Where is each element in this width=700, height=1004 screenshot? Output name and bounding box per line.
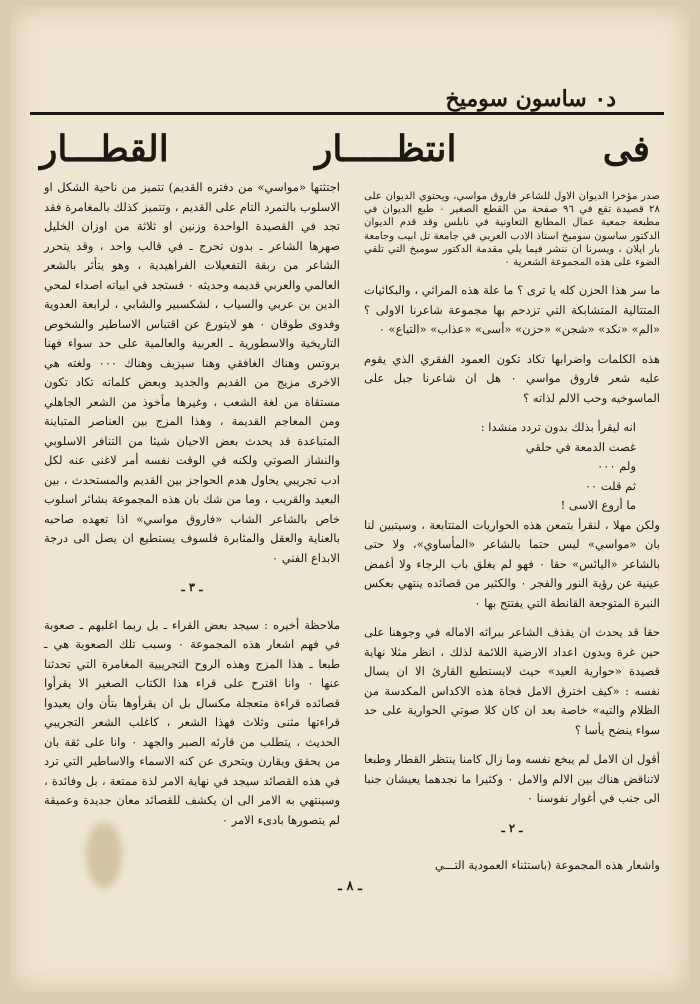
poem-line: ثم قلت ٠٠ [584,478,636,493]
author-name: د٠ ساسون سوميخ [445,86,616,112]
editor-intro: صدر مؤخرا الديوان الاول للشاعر فاروق مواسي، ويحتوي الديوان على ٢٨ قصيدة تقع في ٩٦ صفحة من القطع الصغير ٠ طبع الديوان في مطبعة جمعية عمال المطابع التعاونية في نابلس وقد قدم الديوان الدكتور ساسون سوميخ استاذ الادب العربي في جامعة تل ابيب وجامعة بار ايلان ، ويسرنا ان ننشر فيما يلي مقدمة الدكتور سوميخ التي تلقي الضوء على هذه المجموعة الشعرية ٠ [364,191,660,269]
poem-intro: انه ليقرأ بذلك بدون تردد منشدا : [480,420,636,435]
left-column [44,178,340,840]
section-number-2: ـ ٢ ـ [501,820,523,835]
paragraph: أقول ان الامل لم يبخع نفسه وما زال كامنا ينتظر القطار وطبعا لاتناقض هناك بين الالم والامل ٠ وكثيرا ما نجدهما يعيشان جنبا الى جنب في أغوار نفوسنا ٠ [364,752,660,806]
page-number: ـ ٨ ـ [338,879,362,894]
paragraph: اجتثتها «مواسي» من دفتره القديم) تتميز من ناحية الشكل او الاسلوب بالتمرد التام على القديم ، وتتميز كذلك بالمغامرة فقد تجد في القصيدة الواحدة وزنين او ثلاثة من اوزان الخليل صهرها الشاعر ـ بدون تحرج ـ في قالب واحد ، وقد يتحرر الشاعر من ربقة التفعيلات الفراهيدية ، وهو يتأثر بالشعر العالمي والعربي قديمه وحديثه ٠ فستجد في ابياته اصداء لمحي الدين بن عربي والسياب ، لشكسبير والشابي ، لرابعة العدوية وفدوى طوقان ٠ هو لايتورع عن اقتباس الاساطير والشخوص التاريخية والاسطورية ـ العربية والعالمية على حد سواء فهنا بروتس وهناك الغافقي وهنا سيزيف وهناك ٠٠٠ ولغته هي الاخرى مزيج من القديم والجديد وبعض كلماته تكاد تكون مستقاة من لغة الشعب ، وغيرها مأخوذ من الشعر الجاهلي ومن المعاجم القديمة ، وهذا المزج بين العناصر المتباينة المتباعدة قد يحدث بعض الاحيان شيئا من التنافر الاسلوبي والنشاز الصوتي ولكنه في الوقت نفسه أمر لاغنى عنه لكل ادب تجريبي يحاول هدم الحواجز بين القديم والمستحدث ، بين البعيد والقريب ، وما من شك بان هذه المجموعة بشائر اسلوب خاص بالشاعر الشاب «فاروق مواسي» اذا تعهده صاحبه بالعناية والعقل والمثابرة فلسوف يستطيع ان يصل الى درجة الابداع الفني ٠ [44,180,340,565]
poem-line: ولم ٠٠٠ [597,459,636,474]
title-top-rule [30,112,664,115]
right-column [364,190,660,886]
poem-line: ما أروع الاسى ! [560,498,636,513]
magazine-page [10,6,690,992]
paragraph: ما سر هذا الحزن كله يا ترى ؟ ما علة هذه المراثي ، والبكائيات المتتالية المتشابكة التي تزدحم بها مجموعة شاعرنا الاولى ؟ «الم» «نكد» «شجن» «حزن» «أسى» «عذاب» «التياع» ٠ [364,283,660,337]
poem-line: غصت الدمعة في حلقي [525,439,636,454]
title-word-3: القطـــار [40,128,169,170]
paragraph: هذه الكلمات واضرابها تكاد تكون العمود الفقري الذي يقوم عليه شعر فاروق مواسي ٠ هل ان شاعرنا جبل على الماسوخيه وحب الالم لذاته ؟ [364,351,660,405]
title-word-1: فى [602,128,650,170]
section-number-3: ـ ٣ ـ [181,580,203,594]
poem-excerpt [364,418,660,516]
paragraph: ولكن مهلا ، لنقرأ بتمعن هذه الحواريات المتتابعة ، وسيتبين لنا بان «مواسي» ليس حتما بالشاعر «المأساوي»، ولا حتى بالشاعر «اليائس» حقا ٠ فهو لم يغلق باب الرجاء ولا أغمض عينية عن رؤية النور والفجر ٠ والكثير من قصائده ينتهي بعكس النبرة المتوجعة القانطة التي يفتتح بها ٠ [364,517,661,610]
paragraph: واشعار هذه المجموعة (باستثناء العمودية التـــي [434,858,660,873]
title-word-2: انتظـــــار [315,128,457,170]
paragraph: حقا قد يحدث ان يقذف الشاعر ببراثه الاماله في وجوهنا على حين غرة وبدون اعداد الارضية اللائمة لذلك ، انظر مثلا نهاية قصيدة «حوارية العيد» حيث لايستطيع القارئ الا ان يسال نفسه : «كيف اخترق الامل فجاة هذه الاكداس المكدسة من الظلام والتيه» خاصة بعد ان كان كلا صوتي الحوارية على حد سواء ينضح يأسا ؟ [364,625,660,737]
paragraph: ملاحظة أخيره : سيجد بعض القراء ـ بل ربما اغلبهم ـ صعوبة في فهم اشعار هذه المجموعة ٠ وسبب تلك الصعوبة هي ـ طبعا ـ هذا المزج وهذه الروح التجريبية المغامرة التي تحدثنا عنها ٠ وانا اقترح على قراء هذا الكتاب الصغير الا يقرأوا قصائده قراءة متعجلة مكسال بل ان يقرأوها بتأن وان يعيدوا قراءتها مثنى وثلاث فهذا الشعر ، كاغلب الشعر التجريبي الحديث ، يتطلب من قارئه الصبر والجهد ٠ وانا على ثقة بان من يحقق ويقارن ويتحرى عن كنه الاسماء والاساطير التي ترد في هذه القصائد سيجد في نهاية الامر لذة ممتعة ، بل وفائدة ، وسينتهي به الامر الى ان يكشف للقصائد معان جديدة وعميقة لم يتصورها بادىء الامر ٠ [44,617,340,827]
article-title [40,118,650,180]
